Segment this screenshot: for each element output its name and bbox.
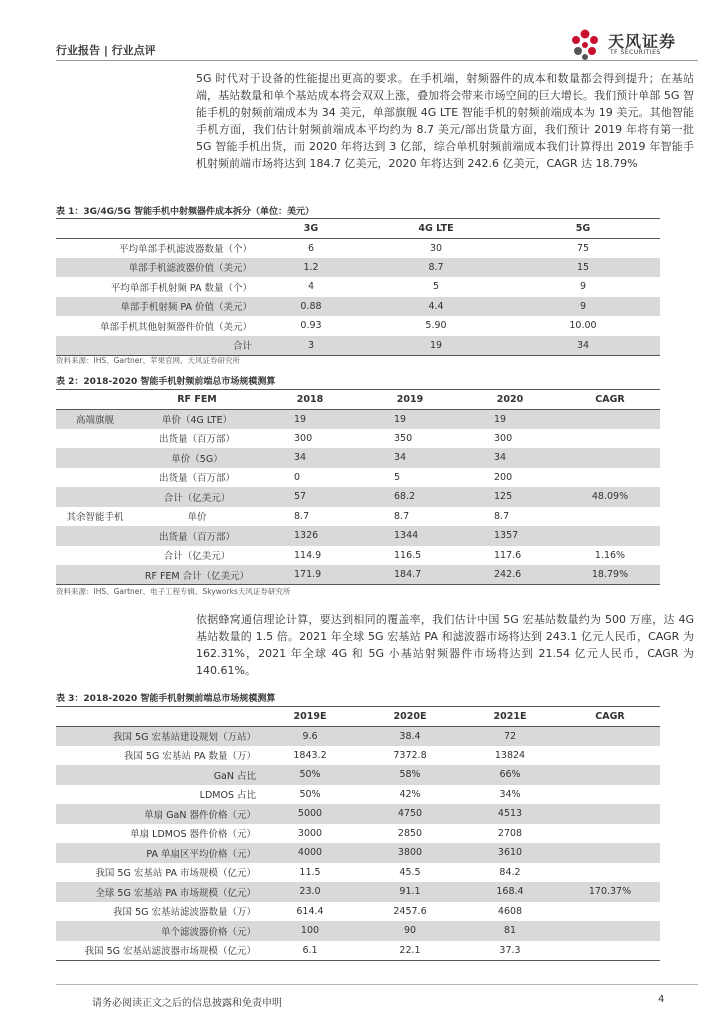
brand-name-en: TF SECURITIES [610,49,661,56]
table2-rf-market-estimate [56,389,660,585]
table3-basestation-market-estimate [56,706,660,961]
table-row [56,277,660,297]
cell-value [560,824,660,844]
cell-value: 614.4 [296,905,324,917]
cell-value: 38.4 [360,726,460,746]
row-label: 平均单部手机射频 PA 数量（个） [110,282,252,294]
cell-value [560,863,660,883]
company-logo [568,26,698,62]
cell-value: 81 [460,921,560,941]
table-row [56,468,660,488]
table1-header-cell [56,219,256,239]
cell-value: 100 [260,921,360,941]
cell-value: 5 [432,281,440,293]
group-label: 高端旗舰 [56,409,134,429]
cell-value: 184.7 [360,565,460,585]
row-label: 我国 5G 宏基站滤波器市场规模（亿元） [56,941,260,961]
cell-value [560,409,660,429]
cell-value: 66% [460,765,560,785]
cell-value: 300 [494,432,513,444]
table3-header-cell: 2021E [460,707,560,727]
row-label: 单个滤波器价格（元） [56,921,260,941]
cell-value: 1.16% [594,549,626,561]
row-label: 我国 5G 宏基站建设规划（万站） [56,726,260,746]
cell-value: 2850 [397,827,423,839]
cell-value: 22.1 [360,941,460,961]
cell-value: 1.2 [256,258,366,278]
cell-value [560,468,660,488]
cell-value: 91.1 [360,882,460,902]
cell-value: 75 [576,242,590,254]
cell-value: 114.9 [294,549,322,561]
row-label: 全球 5G 宏基站 PA 市场规模（亿元） [56,882,260,902]
table-row [56,902,660,922]
table-row [56,258,660,278]
cell-value: 200 [494,471,513,483]
cell-value: 3610 [460,843,560,863]
cell-value [560,746,660,766]
cell-value: 2708 [497,827,523,839]
table2-header-cell: CAGR [560,390,660,410]
table-row [56,316,660,336]
table-row [56,941,660,961]
table-row [56,921,660,941]
cell-value: 8.7 [366,258,506,278]
intro-paragraph: 5G 时代对于设备的性能提出更高的要求。在手机端，射频器件的成本和数量都会得到提升；在基站端，基站数量和单个基站成本将会双双上涨，叠加将会带来市场空间的巨大增长。我们预计单部 5G 智能手机的射频前端成本为 34 美元，单部旗舰 4G LTE 智能手机的射频前端成本为 19 美元。其他智能手机方面，我们估计射频前端成本平均约为 8.7 美元/部出货量方面，我们预计 2019 年将有第一批 5G 智能手机出货，而 2020 年将达到 3 亿部，综合单机射频前端成本我们计算得出 2019 年智能手机射频前端市场将达到 184.7 亿美元，2020 年将达到 242.6 亿美元，CAGR 达 18.79% [196,72,694,170]
row-label: 我国 5G 宏基站 PA 市场规模（亿元） [95,868,256,880]
footer-divider [56,984,698,985]
cell-value: 3000 [297,827,323,839]
table1-rf-cost-breakdown [56,218,660,356]
cell-value [560,429,660,449]
cell-value: 2457.6 [393,905,427,917]
row-label: 出货量（百万部） [158,434,235,446]
row-label: PA 单扇区平均价格（元） [56,843,260,863]
cell-value: 168.4 [460,882,560,902]
cell-value: 8.7 [394,510,410,522]
cell-value: 5000 [260,804,360,824]
table3-header-cell: 2020E [360,707,460,727]
cell-value: 45.5 [399,866,421,878]
table2-caption: 表 2：2018-2020 智能手机射频前端总市场规模测算 [56,377,276,387]
cell-value: 13824 [494,749,526,761]
row-label: 我国 5G 宏基站 PA 数量（万） [123,751,256,763]
cell-value [560,941,660,961]
table1-header-cell: 5G [506,219,660,239]
cell-value: 4608 [497,905,523,917]
cell-value: 7372.8 [393,749,427,761]
footer-disclaimer: 请务必阅读正文之后的信息披露和免责申明 [92,998,282,1009]
header-divider [56,60,698,61]
cell-value: 0.88 [256,297,366,317]
table-row [56,238,660,258]
cell-value: 57 [260,487,360,507]
row-label: 单价 [187,512,207,524]
table-row [56,804,660,824]
cell-value: 48.09% [560,487,660,507]
cell-value: 50% [260,765,360,785]
row-label: 单扇 GaN 器件价格（元） [56,804,260,824]
table1-caption: 表 1：3G/4G/5G 智能手机中射频器件成本拆分（单位：美元） [56,207,315,217]
row-label: 平均单部手机滤波器数量（个） [118,244,252,255]
cell-value: 68.2 [360,487,460,507]
cell-value: 1843.2 [293,749,327,761]
cell-value: 3 [256,336,366,356]
row-label: GaN 占比 [56,765,260,785]
table-row [56,507,660,527]
cell-value: 34 [506,336,660,356]
table3-header-cell: CAGR [560,707,660,727]
table2-header-cell [56,390,134,410]
cell-value: 116.5 [394,549,422,561]
cell-value [560,902,660,922]
cell-value: 42% [399,788,421,800]
table-row [56,448,660,468]
cell-value: 19 [460,409,560,429]
cell-value [560,765,660,785]
cell-value: 4.4 [366,297,506,317]
cell-value: 1344 [360,526,460,546]
row-label: 单部手机射频 PA 价值（美元） [56,297,256,317]
cell-value [560,804,660,824]
cell-value: 242.6 [460,565,560,585]
table-row [56,526,660,546]
table-row [56,487,660,507]
cell-value: 34% [499,788,521,800]
cell-value: 50% [299,788,321,800]
table-row [56,429,660,449]
cell-value: 8.7 [494,510,510,522]
table3-caption: 表 3：2018-2020 智能手机射频前端总市场规模测算 [56,694,276,704]
cell-value: 23.0 [260,882,360,902]
table-row [56,824,660,844]
table-row [56,297,660,317]
cell-value: 3800 [360,843,460,863]
cell-value: 1326 [260,526,360,546]
cell-value: 9 [506,297,660,317]
table-row [56,863,660,883]
cell-value: 34 [360,448,460,468]
row-label: 合计 [56,336,256,356]
cell-value: 18.79% [560,565,660,585]
table2-header-cell: 2018 [260,390,360,410]
cell-value: 37.3 [460,941,560,961]
cell-value: 90 [360,921,460,941]
table-row [56,765,660,785]
table-row [56,565,660,585]
cell-value [560,526,660,546]
cell-value: 170.37% [560,882,660,902]
table2-header-cell: 2020 [460,390,560,410]
cell-value: 4 [307,281,315,293]
row-label: 单扇 LDMOS 器件价格（元） [130,829,256,841]
table2-header-cell: RF FEM [134,390,260,410]
cell-value: 5.90 [425,320,447,332]
table-row [56,726,660,746]
cell-value [560,921,660,941]
cell-value: 4750 [360,804,460,824]
cell-value: 72 [460,726,560,746]
cell-value: 350 [394,432,413,444]
row-label: LDMOS 占比 [199,790,256,802]
page-number: 4 [658,994,665,1005]
cell-value: 10.00 [569,320,597,332]
table-row [56,336,660,356]
row-label: 出货量（百万部） [134,526,260,546]
cell-value: 19 [366,336,506,356]
row-label: RF FEM 合计（亿美元） [134,565,260,585]
cell-value: 84.2 [499,866,521,878]
cell-value: 5 [394,471,401,483]
report-type-label: 行业报告 | 行业点评 [56,44,156,57]
row-label: 单价（5G） [134,448,260,468]
cell-value: 1357 [460,526,560,546]
table1-header-cell: 3G [256,219,366,239]
row-label: 单部手机滤波器价值（美元） [56,258,256,278]
cell-value: 30 [429,242,443,254]
cell-value [560,507,660,527]
cell-value: 117.6 [494,549,522,561]
table1-header-cell: 4G LTE [366,219,506,239]
cell-value: 34 [260,448,360,468]
cell-value: 8.7 [294,510,310,522]
row-label: 合计（亿美元） [134,487,260,507]
cell-value: 19 [360,409,460,429]
cell-value [560,843,660,863]
cell-value: 19 [260,409,360,429]
table3-header-cell [56,707,260,727]
brand-name: 天风证券 [608,32,677,51]
table-row [56,843,660,863]
table3-header-cell: 2019E [260,707,360,727]
group-label: 其余智能手机 [66,512,124,524]
table-row [56,746,660,766]
table2-source: 资料来源：IHS、Gartner、电子工程专辑、Skyworks天风证券研究所 [56,587,291,596]
table-row [56,882,660,902]
table2-header-cell: 2019 [360,390,460,410]
cell-value: 34 [460,448,560,468]
cell-value: 6 [307,242,315,254]
cell-value: 11.5 [299,866,321,878]
cell-value: 0 [294,471,301,483]
cell-value: 6.1 [260,941,360,961]
table-row [56,546,660,566]
table1-source: 资料来源：IHS、Gartner、苹果官网、天风证券研究所 [56,356,240,365]
cell-value: 9.6 [260,726,360,746]
cell-value [560,726,660,746]
cell-value: 4000 [260,843,360,863]
tf-flower-logo-icon [568,28,602,62]
cell-value: 125 [460,487,560,507]
row-label: 我国 5G 宏基站滤波器数量（万） [113,907,256,919]
row-label: 出货量（百万部） [158,473,235,485]
basestation-paragraph: 依据蜂窝通信理论计算，要达到相同的覆盖率，我们估计中国 5G 宏基站数量约为 500 万座，达 4G 基站数量的 1.5 倍。2021 年全球 5G 宏基站 PA 和滤波器市场将达到 243.1 亿元人民币，CAGR 为 162.31%，2021 年全球 4G 和 5G 小基站射频器件市场将达到 21.54 亿元人民币，CAGR 为 140.61%。 [196,613,694,677]
cell-value: 4513 [460,804,560,824]
row-label: 单价（4G LTE） [134,409,260,429]
cell-value: 171.9 [260,565,360,585]
cell-value: 9 [579,281,587,293]
row-label: 单部手机其他射频器件价值（美元） [99,321,252,333]
table-row [56,785,660,805]
cell-value: 300 [294,432,313,444]
cell-value: 58% [360,765,460,785]
cell-value [560,785,660,805]
cell-value: 0.93 [300,320,322,332]
page-header [56,32,698,68]
row-label: 合计（亿美元） [163,551,231,563]
cell-value: 15 [506,258,660,278]
cell-value [560,448,660,468]
table-row [56,409,660,429]
